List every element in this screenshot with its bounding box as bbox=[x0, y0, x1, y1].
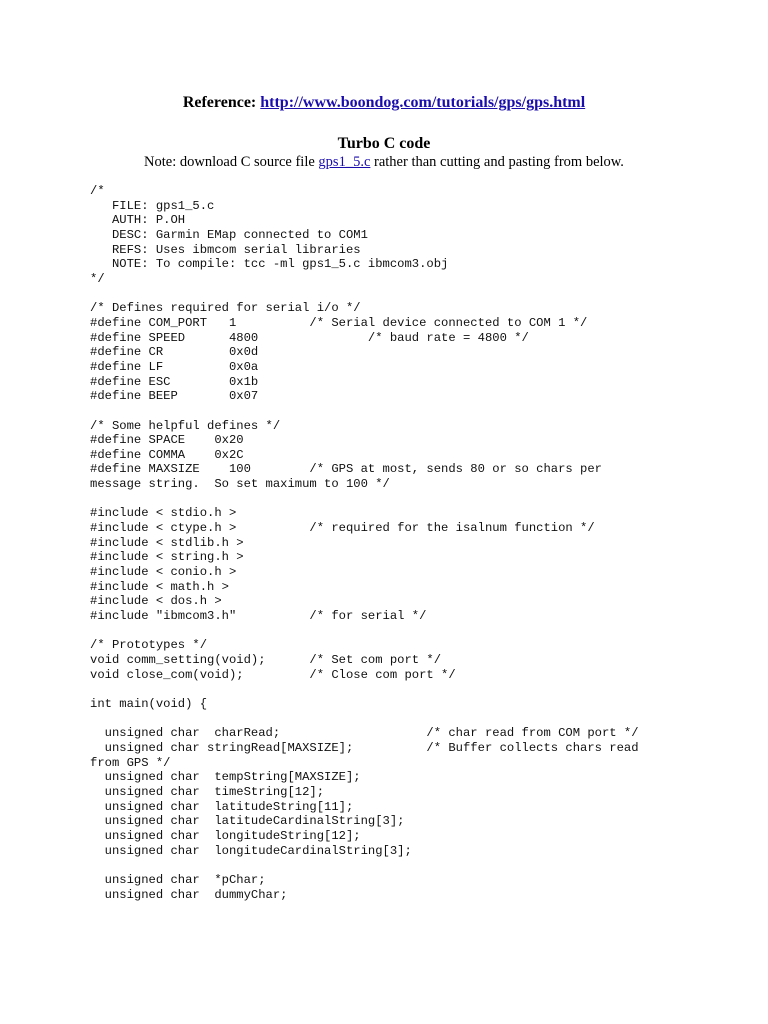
page-title: Turbo C code bbox=[337, 135, 431, 152]
code-listing: /* FILE: gps1_5.c AUTH: P.OH DESC: Garmin EMap connected to COM1 REFS: Uses ibmcom serial libraries NOTE: To compile: tcc -ml gps1_5.c ibmcom3.obj */ /* Defines required for serial i/o */ #define COM_PORT 1 /* Serial device connected to COM 1 */ #define SPEED 4800 /* baud rate = 4800 */ #define CR 0x0d #define LF 0x0a #define ESC 0x1b #define BEEP 0x07 /* Some helpful defines */ #define SPACE 0x20 #define COMMA 0x2C #define MAXSIZE 100 /* GPS at most, sends 80 or so chars per message string. So set maximum to 100 */ #include < stdio.h > #include < ctype.h > /* required for the isalnum function */ #include < stdlib.h > #include < string.h > #include < conio.h > #include < math.h > #include < dos.h > #include "ibmcom3.h" /* for serial */ /* Prototypes */ void comm_setting(void); /* Set com port */ void close_com(void); /* Close com port */ int main(void) { unsigned char charRead; /* char read from COM port */ unsigned char stringRead[MAXSIZE]; /* Buffer collects chars read from GPS */ unsigned char tempString[MAXSIZE]; unsigned char timeString[12]; unsigned char latitudeString[11]; unsigned char latitudeCardinalString[3]; unsigned char longitudeString[12]; unsigned char longitudeCardinalString[3]; unsigned char *pChar; unsigned char dummyChar; bbox=[90, 184, 639, 902]
reference-link[interactable]: http://www.boondog.com/tutorials/gps/gps.html bbox=[260, 94, 586, 111]
reference-label: Reference: bbox=[182, 94, 261, 111]
source-file-link[interactable]: gps1_5.c bbox=[318, 154, 371, 170]
note-text-after: rather than cutting and pasting from below. bbox=[370, 154, 624, 170]
reference-line bbox=[0, 92, 768, 114]
note-text-before: Note: download C source file bbox=[144, 154, 319, 170]
download-note bbox=[0, 152, 768, 172]
